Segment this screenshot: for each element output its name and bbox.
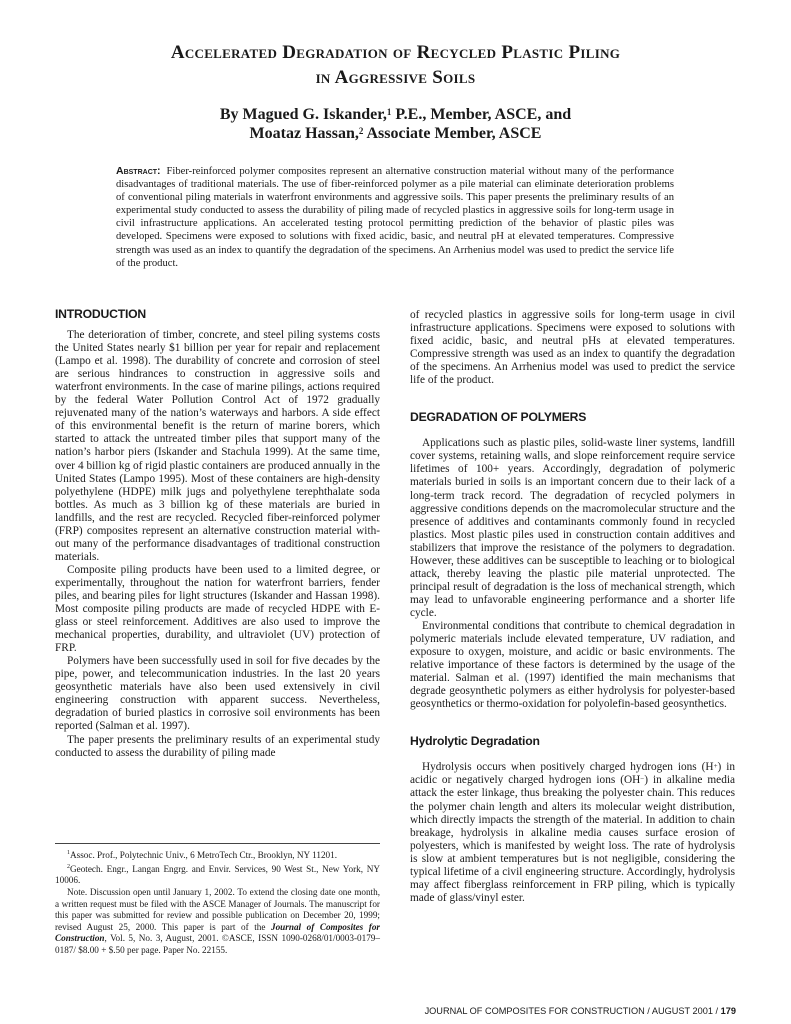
hydroxide-ion-charge: −	[640, 775, 645, 784]
subsection-heading-hydrolytic-degradation: Hydrolytic Degradation	[410, 734, 540, 749]
author-2-footnote-mark: 2	[358, 126, 364, 136]
author-1-affiliation: P.E., Member, ASCE, and	[391, 106, 572, 123]
journal-footer-text: JOURNAL OF COMPOSITES FOR CONSTRUCTION / AUGUST 2001 /	[424, 1006, 721, 1016]
author-line-1	[0, 105, 791, 124]
section-heading-degradation-of-polymers: DEGRADATION OF POLYMERS	[410, 410, 587, 425]
footnote-2	[55, 862, 380, 887]
author-block	[0, 105, 791, 143]
footnote-1	[55, 848, 380, 862]
footnote-1-mark: 1	[67, 850, 70, 856]
hydrolytic-text-1: Hydrolysis occurs when positively charged hydrogen ions (H	[422, 761, 714, 774]
title-line-2: in Aggressive Soils	[315, 67, 476, 88]
left-column	[55, 308, 380, 760]
degradation-paragraph-2: Environmental conditions that contribute to chemical degradation in polymeric materials include elevated temperature, UV radiation, and exposure to oxygen, moisture, and acidic or basic environments. The relative importance of these factors is determined by the usage of the material. Salman et al. (1997) identified the main mechanisms that degrade geosynthetic polymers as either hydrolysis for polyester-based geosynthetics or thermo-oxidation for polyolefin-based geosynthetics.	[410, 619, 735, 711]
journal-name: Journal of Composites for Construction	[55, 921, 380, 944]
hydrogen-ion-charge: +	[713, 762, 718, 771]
footnote-2-text: Geotech. Engr., Langan Engrg. and Envir. Services, 90 West St., New York, NY 10006.	[55, 863, 380, 886]
author-1-footnote-mark: 1	[386, 107, 392, 117]
author-2-affiliation: Associate Member, ASCE	[363, 125, 542, 142]
footnote-1-text: Assoc. Prof., Polytechnic Univ., 6 MetroTech Ctr., Brooklyn, NY 11201.	[70, 850, 338, 861]
author-prefix: By	[219, 106, 239, 123]
intro-paragraph-4: The paper presents the preliminary results of an experimental study conducted to assess the durability of piling made	[55, 733, 380, 759]
intro-continuation: of recycled plastics in aggressive soils for long-term usage in civil infrastructure applications. Specimens were exposed to solutions with fixed acidic, basic, and neutral pHs at elevated temperatures. Compressive strength was used as an index to quantify the degradation of the specimens. An Arrhenius model was used to predict the service life of the product.	[410, 309, 735, 387]
title-line-1: Accelerated Degradation of Recycled Plastic Piling	[170, 42, 621, 63]
right-column	[410, 309, 735, 905]
intro-paragraph-3: Polymers have been successfully used in soil for five decades by the pipe, power, and telecommunication industries. In the last 20 years geosynthetic materials have also been used extensively in civil engineering construction with apparent success. Nevertheless, degradation of buried plastics in corrosive soil environments has been reported (Salman et al. 1997).	[55, 655, 380, 733]
abstract-label: Abstract:	[116, 165, 161, 177]
intro-paragraph-1: The deterioration of timber, concrete, and steel piling systems costs the United States nearly $1 billion per year for repair and replacement (Lampo et al. 1998). The durability of concrete and corrosion of steel are serious hindrances to construction in aggressive soils and waterfront environments. In the case of marine pilings, actions required by the federal Water Pollution Control Act of 1972 gradually rejuvenated many of the nation’s waterways and harbors. A side effect of this environmental benefit is the return of marine borers, which started to attack the untreated timber piles that support many of the nation’s harbor piers (Iskander and Stachula 1999). At the same time, over 4 billion kg of rigid plastic containers are produced annually in the United States (Lampo 1995). Most of these containers are high-density polyethylene (HDPE) milk jugs and polyethylene terephthalate soda bottles. As much as 3 billion kg of these materials are buried in landfills, and the rest are recycled. Recycled fiber-reinforced polymer (FRP) composites represent an alternative construction material without many of the performance disadvantages of traditional construction materials.	[55, 329, 380, 563]
hydrolytic-paragraph	[410, 761, 735, 905]
degradation-paragraph-1: Applications such as plastic piles, solid-waste liner systems, landfill cover systems, retaining walls, and slope reinforcement require service lifetimes of 100+ years. Accordingly, degradation of polymeric materials buried in soils is an important concern due to their lack of a long-term track record. The degradation of recycled polymers in aggressive conditions depends on the macromolecular structure and the presence of additives and contaminants commonly found in recycled plastics. Most plastic piles used in construction contain additives and stabilizers that improve the resistance of the polymers to degradation. However, these additives can be susceptible to leaching or to biological attack, thereby leaving the plastic pile material unprotected. The principal result of degradation is the loss of mechanical strength, which may lead to unfavorable engineering performance and a shorter life cycle.	[410, 437, 735, 619]
paper-title	[0, 40, 791, 90]
running-footer	[380, 1006, 736, 1016]
hydrolytic-text-3: ) in alkaline media attack the ester linkage, thus breaking the polyester chain. This reduces the polymer chain length and alters its molecular weight distribution, which directly impacts the strength of the material. In addition to chain breakage, hydrolysis in alkaline media causes surface erosion of polyesters, which is manifested by weight loss. The rate of hydrolysis is slow at ambient temperatures but is not negligible, considering the typical lifetime of a civil engineering structure. Accordingly, hydrolysis may affect fiberglass reinforcement in FRP piling, which is typically made of glass/vinyl ester.	[410, 774, 735, 904]
note-text-2: , Vol. 5, No. 3, August, 2001. ©ASCE, ISSN 1090-0268/01/0003-0179–0187/ $8.00 + $.50 per page. Paper No. 22155.	[55, 933, 380, 955]
note-text-1: Note. Discussion open until January 1, 2002. To extend the closing date one month, a written request must be filed with the ASCE Manager of Journals. The manuscript for this paper was submitted for review and possible publication on December 20, 1999; revised August 25, 2000. This paper is part of the	[55, 886, 380, 932]
footnote-2-mark: 2	[67, 863, 70, 870]
footnote-divider	[55, 843, 380, 844]
abstract	[116, 165, 674, 270]
hydrolytic-text-2: ) in acidic or negatively charged hydrogen ions (OH	[410, 761, 735, 787]
author-line-2	[0, 124, 791, 143]
abstract-text: Fiber-reinforced polymer composites represent an alternative construction material without many of the performance disadvantages of traditional materials. The use of fiber-reinforced polymer as a pile material can eliminate deterioration problems of conventional piling materials in waterfront environments and aggressive soils. This paper presents the preliminary results of an experimental study conducted to assess the durability of piling made of recycled plastics in aggressive soils for long-term usage in civil infrastructure applications. An accelerated testing protocol permitting prediction of the behavior of plastic piles was developed. Specimens were exposed to solutions with fixed acidic, basic, and neutral pH at elevated temperatures. Compressive strength was used as an index to quantify the degradation of the specimens. An Arrhenius model was used to predict the service life of the product.	[116, 166, 674, 269]
intro-paragraph-2: Composite piling products have been used to a limited degree, or experimentally, throughout the nation for waterfront barriers, fender piles, and bearing piles for light structures (Iskander and Hassan 1998). Most composite piling products are made of recycled HDPE with E-glass or steel reinforcement. Additives are also used to improve the mechanical properties, durability, and ultraviolet (UV) protection of FRP.	[55, 563, 380, 655]
footnote-note	[55, 887, 380, 957]
footnotes	[55, 848, 380, 956]
author-1-name: Magued G. Iskander,	[242, 106, 387, 123]
author-2-name: Moataz Hassan,	[249, 125, 359, 142]
page-number: 179	[720, 1006, 736, 1016]
section-heading-introduction: INTRODUCTION	[55, 307, 147, 321]
